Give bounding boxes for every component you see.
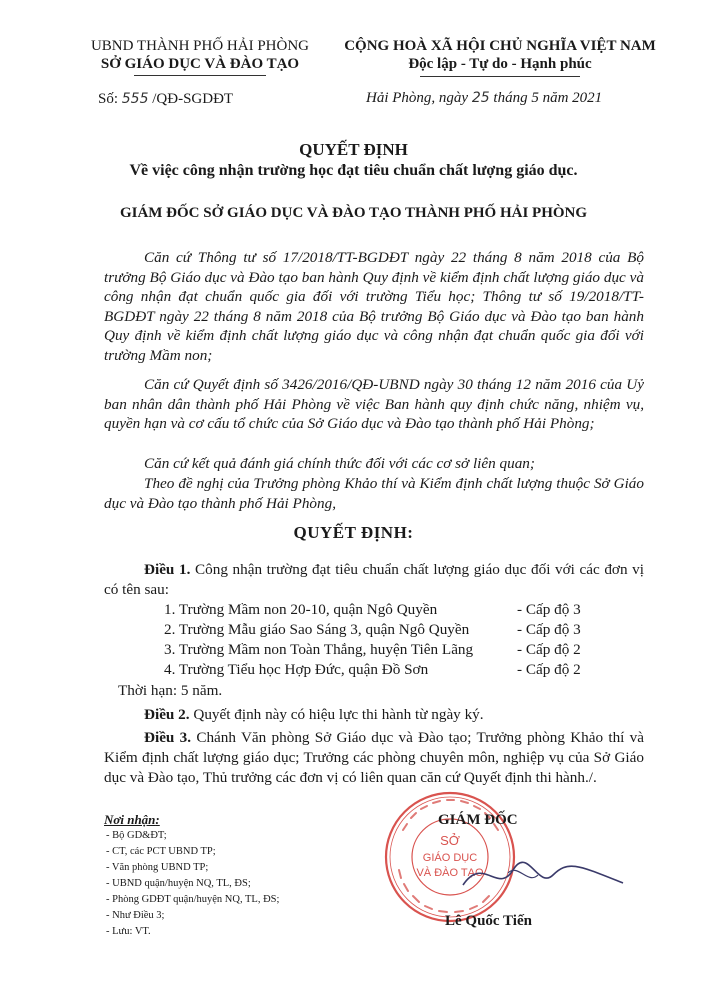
article-1-label: Điều 1. xyxy=(144,561,191,578)
article-1 xyxy=(104,560,644,600)
recipients-heading-colon: : xyxy=(155,812,160,827)
decision-heading: QUYẾT ĐỊNH: xyxy=(293,523,414,542)
recipients-heading xyxy=(104,812,160,828)
school-item-level: - Cấp độ 3 xyxy=(517,601,581,618)
signer-name: Lê Quốc Tiến xyxy=(445,913,532,929)
stamp-center-line2: GIÁO DỤC xyxy=(422,852,478,864)
article-2 xyxy=(104,705,644,725)
motto-underline xyxy=(420,76,580,77)
nation-motto: Độc lập - Tự do - Hạnh phúc xyxy=(408,56,592,72)
basis-text: Căn cứ Thông tư số 17/2018/TT-BGDĐT ngày 22 tháng 8 năm 2018 của Bộ trưởng Bộ Giáo dục và Đào tạo ban hành Quy định về kiểm định chất lượng giáo dục và công nhận đạt chuẩn quốc gia đối với trường Tiểu học; Thông tư số 19/2018/TT-BGDĐT ngày 22 tháng 8 năm 2018 của Bộ trưởng Bộ Giáo dục và Đào tạo ban hành Quy định về kiểm định chất lượng giáo dục và công nhận đạt chuẩn quốc gia đối với trường Mầm non; xyxy=(104,249,644,364)
org-underline xyxy=(134,75,266,76)
recipient-item: - Lưu: VT. xyxy=(106,926,151,937)
nation-line1: CỘNG HOÀ XÃ HỘI CHỦ NGHĨA VIỆT NAM xyxy=(344,38,656,54)
handwritten-signature xyxy=(458,845,628,905)
recipient-item: - CT, các PCT UBND TP; xyxy=(106,846,216,857)
recipient-item: - Như Điều 3; xyxy=(106,910,165,921)
doc-no-suffix: /QĐ-SGDĐT xyxy=(148,91,234,107)
basis-text: Căn cứ Quyết định số 3426/2016/QĐ-UBND ngày 30 tháng 12 năm 2016 của Uỷ ban nhân dân thành phố Hải Phòng về việc Ban hành quy định chức năng, nhiệm vụ, quyền hạn và cơ cấu tổ chức của Sở Giáo dục và Đào tạo thành phố Hải Phòng; xyxy=(104,376,644,433)
school-item-name: 2. Trường Mẫu giáo Sao Sáng 3, quận Ngô Quyền xyxy=(164,621,470,638)
place-suffix: tháng 5 năm 2021 xyxy=(489,90,603,106)
basis-paragraph xyxy=(104,248,644,366)
day-handwritten: 25 xyxy=(471,90,490,106)
article-3-label: Điều 3. xyxy=(144,729,192,746)
basis-text: Căn cứ kết quả đánh giá chính thức đối với các cơ sở liên quan; xyxy=(144,455,535,472)
recipient-item: - UBND quận/huyện NQ, TL, ĐS; xyxy=(106,878,251,889)
school-item-name: 1. Trường Mầm non 20-10, quận Ngô Quyền xyxy=(164,601,438,618)
org-name-line2: SỞ GIÁO DỤC VÀ ĐÀO TẠO xyxy=(100,56,300,72)
school-item-name: 4. Trường Tiểu học Hợp Đức, quận Đồ Sơn xyxy=(164,661,429,678)
stamp-center-line3: VÀ ĐÀO TẠO xyxy=(416,867,484,879)
article-3-text: Chánh Văn phòng Sở Giáo dục và Đào tạo; Trưởng phòng Khảo thí và Kiểm định chất lượng giáo dục; Trưởng các phòng chuyên môn, nghiệp vụ của Sở Giáo dục và Đào tạo, Thủ trưởng các đơn vị có liên quan căn cứ Quyết định thi hành./. xyxy=(104,729,645,786)
stamp-center-line1: SỞ xyxy=(440,833,460,848)
signer-title: GIÁM ĐỐC xyxy=(438,812,518,828)
recipients-heading-text: Nơi nhận xyxy=(104,812,156,827)
document-number xyxy=(98,91,233,108)
school-item-level: - Cấp độ 3 xyxy=(517,621,581,638)
school-item-name: 3. Trường Mầm non Toàn Thắng, huyện Tiên Lãng xyxy=(164,641,474,658)
place-date xyxy=(366,90,602,107)
school-item-level: - Cấp độ 2 xyxy=(517,661,581,678)
basis-paragraph xyxy=(104,375,644,434)
doc-no-handwritten: 555 xyxy=(121,91,149,107)
school-item-level: - Cấp độ 2 xyxy=(517,641,581,658)
recipient-item: - Phòng GDĐT quận/huyện NQ, TL, ĐS; xyxy=(106,894,280,905)
recipient-item: - Bộ GD&ĐT; xyxy=(106,830,167,841)
article-2-text: Quyết định này có hiệu lực thi hành từ ngày ký. xyxy=(189,706,484,723)
document-subtitle: Về việc công nhận trường học đạt tiêu chuẩn chất lượng giáo dục. xyxy=(129,162,578,179)
article-1-text: Công nhận trường đạt tiêu chuẩn chất lượng giáo dục đối với các đơn vị có tên sau: xyxy=(104,561,644,598)
basis-paragraph xyxy=(104,454,644,474)
article-3 xyxy=(104,728,644,788)
document-title: QUYẾT ĐỊNH xyxy=(299,140,408,159)
article-2-label: Điều 2. xyxy=(144,706,190,723)
recipient-item: - Văn phòng UBND TP; xyxy=(106,862,209,873)
issuer-title: GIÁM ĐỐC SỞ GIÁO DỤC VÀ ĐÀO TẠO THÀNH PHỐ HẢI PHÒNG xyxy=(119,205,588,221)
term-text: Thời hạn: 5 năm. xyxy=(118,682,223,699)
place-prefix: Hải Phòng, ngày xyxy=(366,90,472,106)
basis-text: Theo đề nghị của Trưởng phòng Khảo thí và Kiểm định chất lượng thuộc Sở Giáo dục và Đào tạo thành phố Hải Phòng, xyxy=(104,475,644,512)
org-name-line1: UBND THÀNH PHỐ HẢI PHÒNG xyxy=(90,38,310,54)
basis-paragraph xyxy=(104,474,644,513)
doc-no-prefix: Số: xyxy=(98,91,122,107)
